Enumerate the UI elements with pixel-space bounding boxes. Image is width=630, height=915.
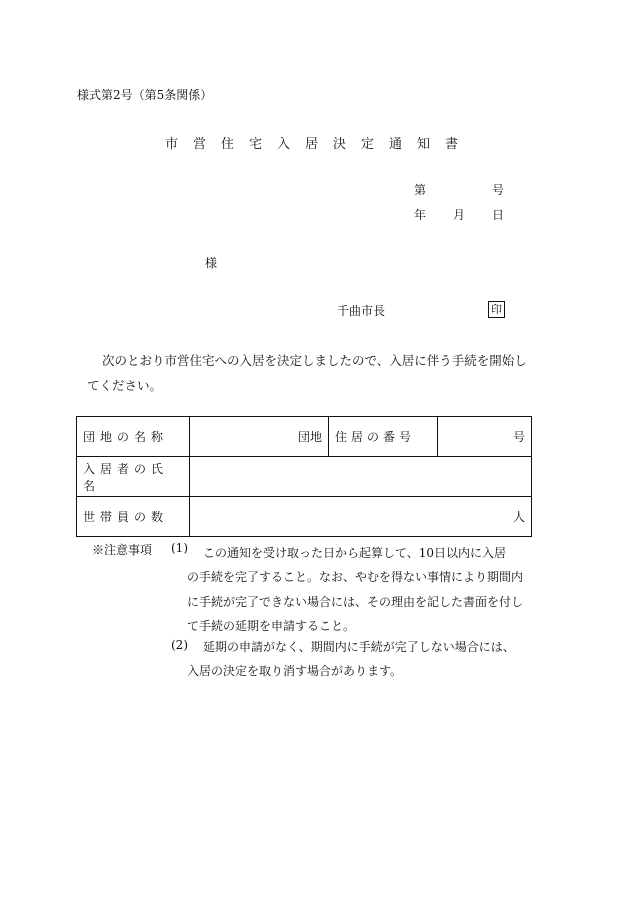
date-day: 日: [492, 208, 505, 222]
note-2-first-line: 延期の申請がなく、期間内に手続が完了しない場合には、: [203, 640, 515, 654]
estate-name-label: 団地の名称: [77, 417, 190, 457]
number-suffix: 号: [492, 183, 505, 197]
info-table: [76, 416, 532, 537]
recipient-honorific: 様: [205, 256, 218, 270]
table-row: [77, 417, 532, 457]
dwelling-number-field[interactable]: [438, 417, 532, 457]
seal-mark: 印: [488, 301, 505, 318]
household-count-label: 世帯員の数: [77, 497, 190, 537]
household-count-field[interactable]: [190, 497, 532, 537]
dwelling-number-label: 住居の番号: [329, 417, 438, 457]
note-2-number: (2): [171, 638, 188, 652]
household-unit: 人: [512, 510, 525, 524]
table-row: [77, 457, 532, 497]
date-year: 年: [414, 208, 427, 222]
resident-name-label: 入居者の氏名: [77, 457, 190, 497]
table-row: [77, 497, 532, 537]
note-1-number: (1): [171, 541, 188, 555]
notes-label: ※注意事項: [92, 543, 153, 557]
date-month: 月: [453, 208, 466, 222]
dwelling-unit: 号: [512, 430, 525, 444]
body-paragraph: 次のとおり市営住宅への入居を決定しましたので、入居に伴う手続を開始してください。: [87, 353, 527, 393]
estate-name-field[interactable]: [190, 417, 329, 457]
note-2-continuation: 入居の決定を取り消す場合があります。: [187, 664, 403, 678]
estate-unit: 団地: [298, 430, 323, 444]
note-1-first-line: この通知を受け取った日から起算して、10日以内に入居: [203, 546, 507, 560]
document-title: 市営住宅入居決定通知書: [165, 137, 474, 152]
note-1-continuation: の手続を完了すること。なお、やむを得ない事情により期間内に手続が完了できない場合には、その理由を記した書面を付して手続の延期を申請すること。: [187, 570, 524, 633]
issuer-name: 千曲市長: [337, 304, 386, 318]
resident-name-field[interactable]: [190, 457, 532, 497]
number-prefix: 第: [414, 183, 427, 197]
form-number: 様式第2号（第5条関係）: [77, 88, 213, 102]
